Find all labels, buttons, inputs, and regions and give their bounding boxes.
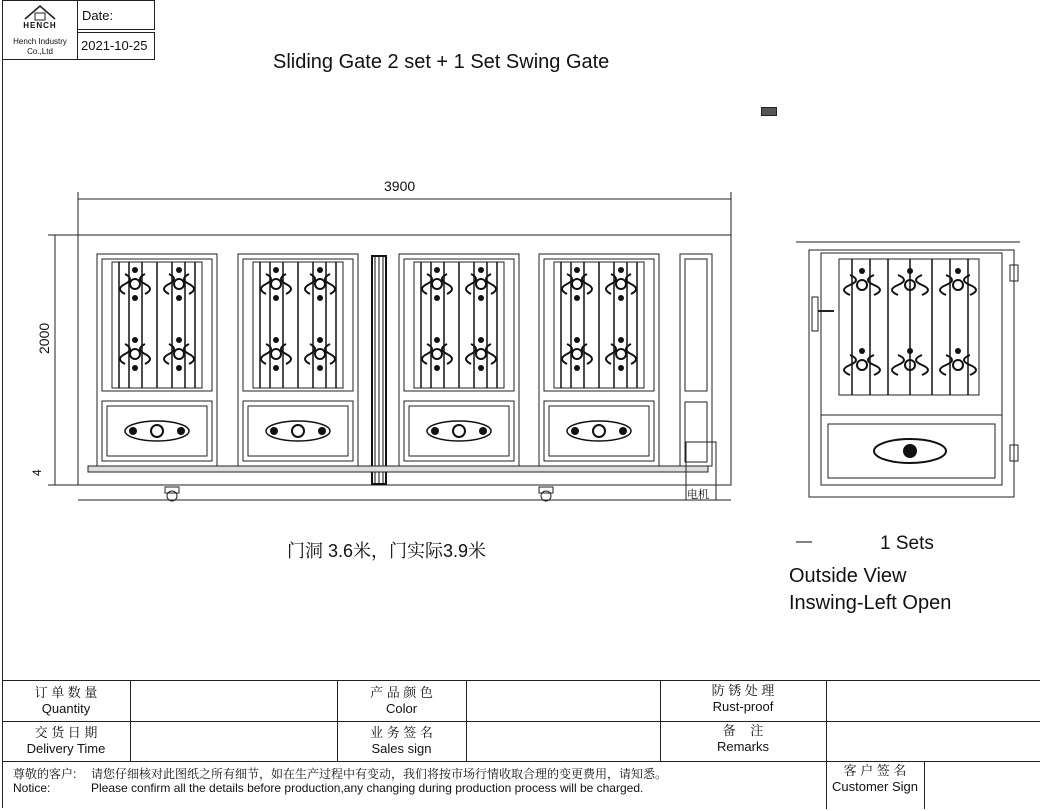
quantity-cell: [2, 685, 130, 717]
customer-cn: 客 户 签 名: [843, 763, 907, 778]
motor-label: 电机: [687, 489, 709, 501]
delivery-en: Delivery Time: [26, 741, 106, 756]
quantity-cn: 订 单 数 量: [34, 685, 98, 700]
remarks-cell: [660, 723, 826, 755]
inswing-open-label: Inswing-Left Open: [789, 592, 952, 614]
notice-en: [13, 781, 643, 795]
remarks-en: Remarks: [716, 739, 769, 754]
rust-en: Rust-proof: [712, 699, 774, 714]
notice-en-text: Please confirm all the details before production,any changing during production process will be charged.: [91, 781, 644, 795]
notice-en-label: Notice:: [13, 781, 51, 795]
date-label: Date:: [82, 8, 114, 23]
customer-en: Customer Sign: [832, 779, 918, 794]
date-value: 2021-10-25: [81, 38, 148, 53]
sliding-gate-drawing: [0, 0, 790, 520]
outside-view-label: Outside View: [789, 565, 907, 587]
swing-sets-count: 1 Sets: [880, 533, 934, 554]
logo-brand: HENCH: [23, 21, 57, 30]
color-cell: [337, 685, 466, 717]
color-cn: 产 品 颜 色: [370, 685, 433, 700]
logo-name-line1: Hench Industry: [13, 37, 67, 46]
gap-dimension: 4: [30, 469, 44, 476]
customer-sign-cell: [826, 763, 924, 795]
sales-en: Sales sign: [371, 741, 432, 756]
swing-gate-drawing: [790, 235, 1030, 505]
table-col-divider: [130, 681, 131, 761]
color-en: Color: [385, 701, 418, 716]
logo-name-line2: Co.,Ltd: [27, 47, 53, 56]
rustproof-cell: [660, 683, 826, 715]
table-row-divider: [2, 721, 1040, 722]
swing-dash: —: [796, 533, 812, 550]
notice-cn-label: 尊敬的客户:: [13, 767, 77, 781]
table-col-divider: [924, 761, 925, 809]
delivery-cell: [2, 725, 130, 757]
rust-cn: 防 锈 处 理: [711, 683, 775, 698]
width-dimension: 3900: [384, 178, 416, 194]
quantity-en: Quantity: [41, 701, 91, 716]
delivery-cn: 交 货 日 期: [34, 725, 98, 740]
drawing-title: Sliding Gate 2 set + 1 Set Swing Gate: [273, 51, 610, 73]
remarks-cn: 备 注: [722, 723, 764, 738]
swing-view-info: [789, 563, 951, 617]
sales-sign-cell: [337, 725, 466, 757]
height-dimension: 2000: [36, 322, 52, 354]
notice-cn: [13, 765, 667, 782]
sales-cn: 业 务 签 名: [370, 725, 433, 740]
notice-cn-text: 请您仔细核对此图纸之所有细节，如在生产过程中有变动，我们将按市场行情收取合理的变更费用，请知悉。: [91, 767, 668, 781]
table-col-divider: [466, 681, 467, 761]
table-row-divider: [2, 761, 1040, 762]
opening-note: 门洞 3.6米，门实际3.9米: [287, 541, 487, 561]
